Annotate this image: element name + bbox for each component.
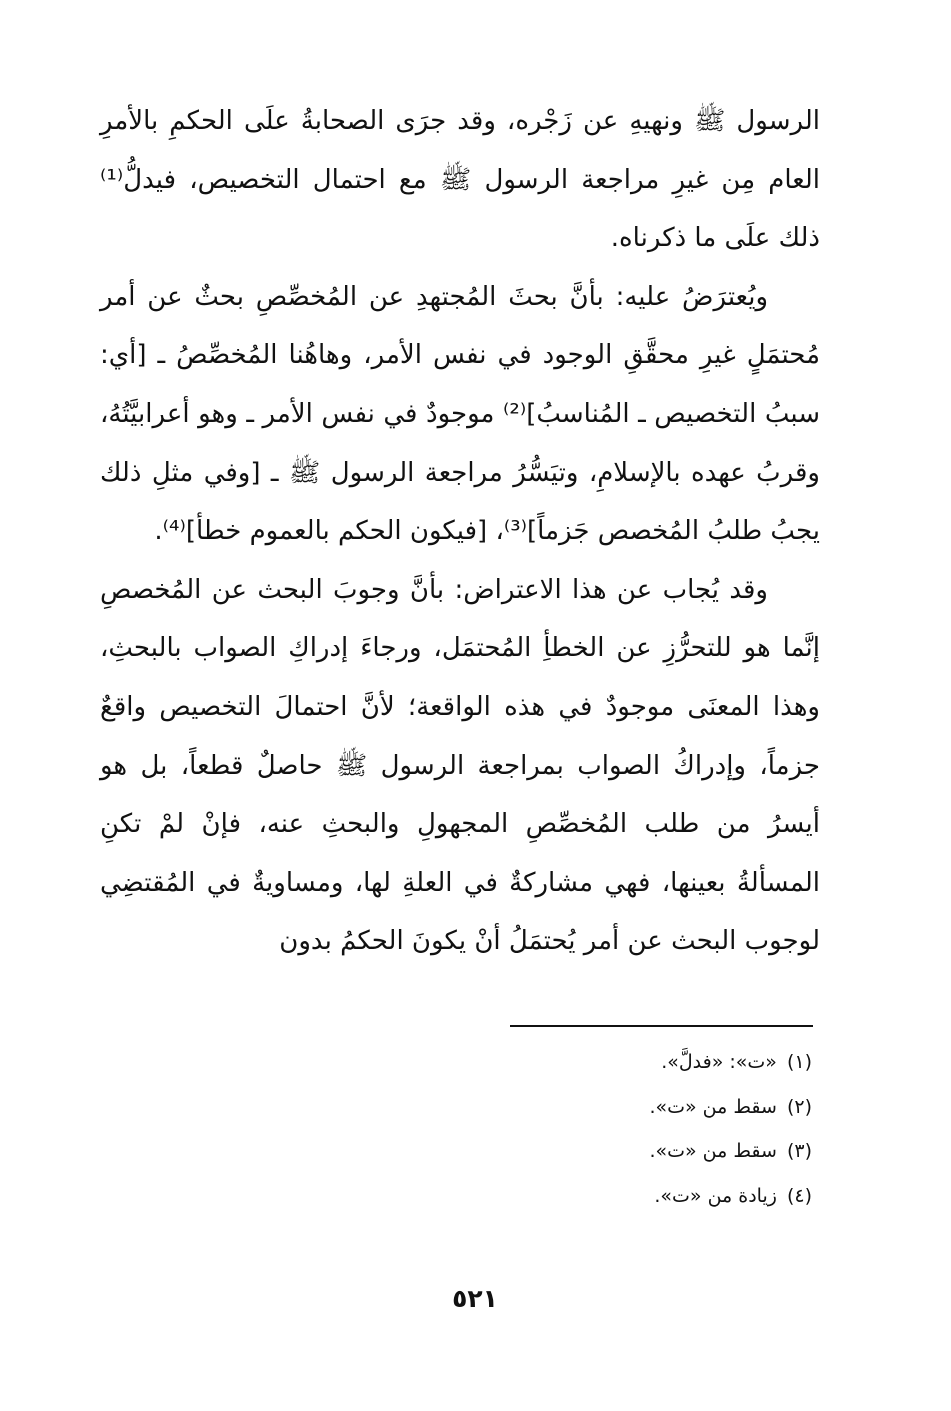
footnote-number: (١) <box>786 1051 812 1073</box>
footnote-text: سقط من «ت». <box>649 1140 777 1162</box>
footnote-number: (٢) <box>786 1095 812 1118</box>
footnotes <box>400 1040 812 1218</box>
paragraph-1: الرسول ﷺ ونهيهِ عن زَجْره، وقد جرَى الصحابةُ علَى الحكمِ بالأمرِ العام مِن غيرِ مراجعة الرسول ﷺ مع احتمال التخصيص، فيدلُّ⁽¹⁾ ذلك علَى ما ذكرناه. <box>100 106 820 254</box>
footnote-divider <box>510 1025 813 1027</box>
main-text <box>100 92 820 971</box>
footnote-1 <box>400 1040 812 1085</box>
footnote-text: زيادة من «ت». <box>654 1184 777 1207</box>
paragraph-2: ويُعترَضُ عليه: بأنَّ بحثَ المُجتهدِ عن المُخصِّصِ بحثٌ عن أمر مُحتمَلٍ غيرِ محقَّقِ الوجود في نفس الأمر، وهاهُنا المُخصِّصُ ـ [أي: سببُ التخصيص ـ المُناسبُ]⁽²⁾ موجودٌ في نفس الأمر ـ وهو أعرابيَّتُهُ، وقربُ عهده بالإسلامِ، وتيَسُّرُ مراجعة الرسول ﷺ ـ [وفي مثلِ ذلك يجبُ طلبُ المُخصص جَزماً]⁽³⁾، [فيكون الحكم بالعموم خطأ]⁽⁴⁾. <box>100 281 820 547</box>
footnote-number: (٣) <box>786 1140 812 1162</box>
footnote-number: (٤) <box>786 1184 812 1207</box>
paragraph-3: وقد يُجاب عن هذا الاعتراض: بأنَّ وجوبَ البحث عن المُخصصِ إنَّما هو للتحرُّزِ عن الخطأِ المُحتمَل، ورجاءَ إدراكِ الصواب بالبحثِ، وهذا المعنَى موجودٌ في هذه الواقعة؛ لأنَّ احتمالَ التخصيص واقعٌ جزماً، وإدراكُ الصواب بمراجعة الرسول ﷺ حاصلٌ قطعاً، بل هو أيسرُ من طلب المُخصِّصِ المجهولِ والبحثِ عنه، فإنْ لمْ تكنِ المسألةُ بعينها، فهي مشاركةٌ في العلةِ لها، ومساويةٌ في المُقتضِي لوجوب البحث عن أمر يُحتمَلُ أنْ يكونَ الحكمُ بدون <box>100 574 820 957</box>
footnote-text: سقط من «ت». <box>649 1095 777 1118</box>
page-number: ٥٢١ <box>452 1284 498 1313</box>
footnote-2 <box>400 1085 812 1130</box>
footnote-3 <box>400 1129 812 1174</box>
footnote-4 <box>400 1174 812 1219</box>
footnote-text: «ت»: «فدلَّ». <box>661 1051 777 1073</box>
